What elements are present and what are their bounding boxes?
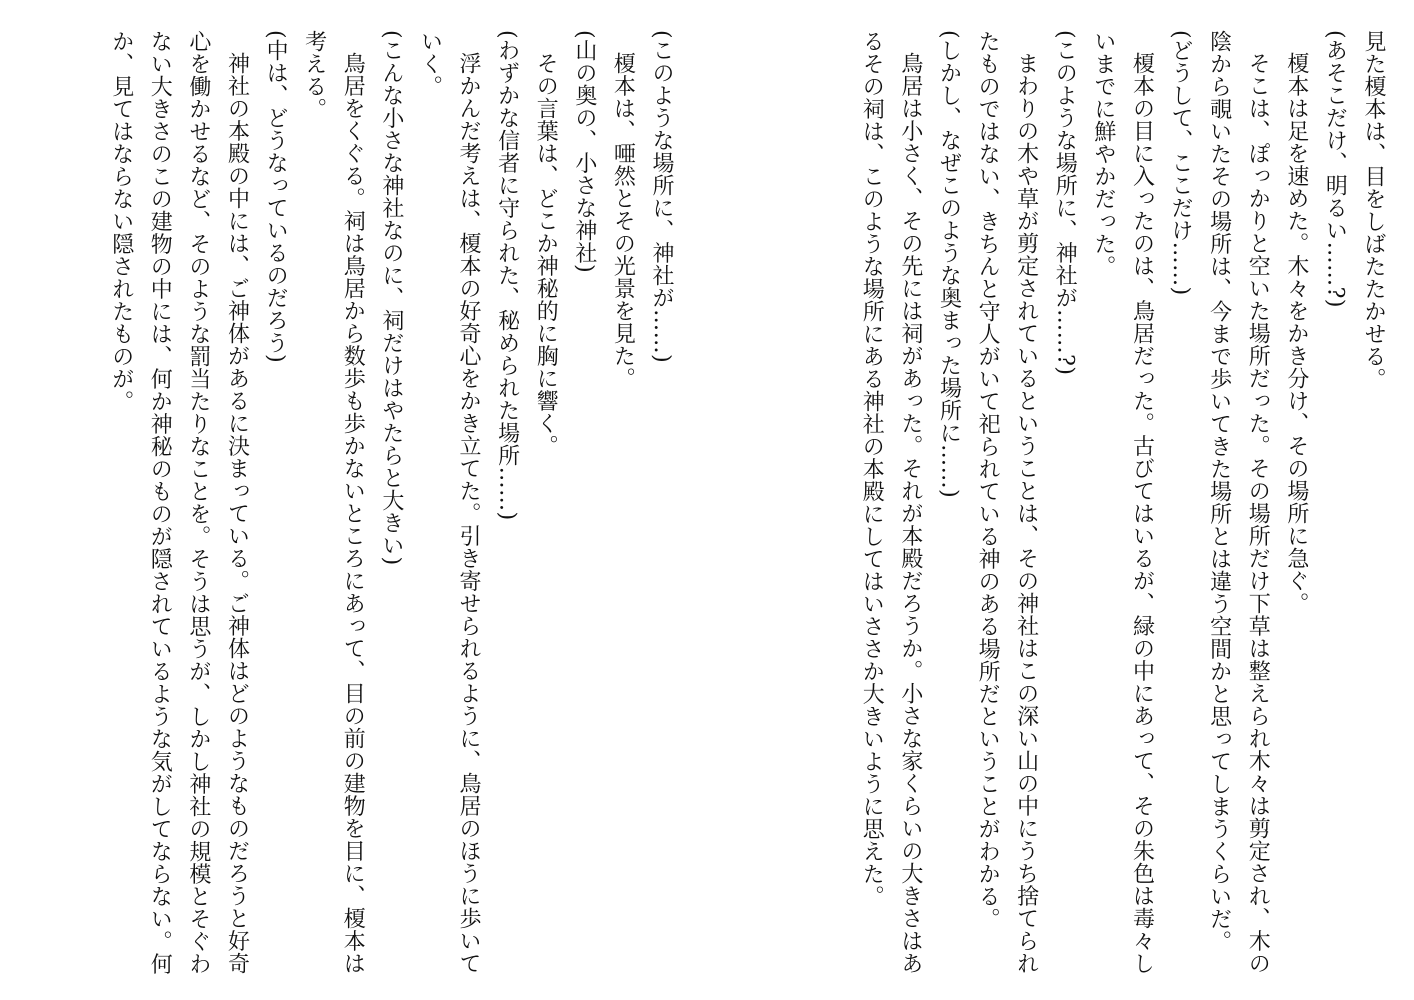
para-l4: その言葉は、どこか神秘的に胸に響く。 [533, 52, 559, 457]
para-l6: 浮かんだ考えは、榎本の好奇心をかき立てた。引き寄せられるように、鳥居のほうに歩いていく。 [417, 30, 482, 975]
para-l3: (山の奥の、小さな神社) [571, 30, 597, 274]
para-r2: (あそこだけ、明るい……?) [1322, 30, 1348, 308]
para-l5: (わずかな信者に守られた、秘められた場所……) [494, 30, 520, 521]
left-page [60, 30, 680, 980]
para-r5: (どうして、ここだけ……) [1168, 30, 1194, 296]
para-r6: 榎本の目に入ったのは、鳥居だった。古びてはいるが、緑の中にあって、その朱色は毒々しいまでに鮮やかだった。 [1090, 30, 1155, 975]
para-l9: (中は、どうなっているのだろう) [263, 30, 289, 364]
para-r8: まわりの木や草が剪定されているということは、その神社はこの深い山の中にうち捨てられたものではない、きちんと守人がいて祀られている神のある場所だということがわかる。 [975, 30, 1039, 975]
para-l8: 鳥居をくぐる。祠は鳥居から数歩も歩かないところにあって、目の前の建物を目に、榎本は考える。 [301, 30, 366, 975]
para-l10: 神社の本殿の中には、ご神体があるに決まっている。ご神体はどのようなものだろうと好奇心を働かせるなど、そのような罰当たりなことを。そうは思うが、しかし神社の規模とそぐわない大きさのこの建物の中には、何か神秘のものが隠されているような気がしてならない。何か、見てはならない隠されたものが。 [108, 30, 250, 975]
para-r10: 鳥居は小さく、その先には祠があった。それが本殿だろうか。小さな家くらいの大きさはあるその祠は、このような場所にある神社の本殿にしてはいささか大きいように思えた。 [859, 30, 923, 975]
para-l2: 榎本は、唖然とその光景を見た。 [610, 52, 636, 390]
para-r4: そこは、ぽっかりと空いた場所だった。その場所だけ下草は整えられ木々は剪定され、木の陰から覗いたその場所は、今まで歩いてきた場所とは違う空間かと思ってしまうくらいだ。 [1206, 30, 1271, 975]
para-r9: (しかし、なぜこのような奥まった場所に……) [936, 30, 962, 499]
para-r3: 榎本は足を速めた。木々をかき分け、その場所に急ぐ。 [1283, 52, 1309, 615]
para-r1: 見た榎本は、目をしばたたかせる。 [1361, 30, 1386, 390]
para-l7: (こんな小さな神社なのに、祠だけはやたらと大きい) [378, 30, 404, 566]
para-r7: (このような場所に、神社が……?) [1052, 30, 1078, 376]
para-l1: (このような場所に、神社が……) [649, 30, 674, 364]
right-page [778, 30, 1392, 980]
